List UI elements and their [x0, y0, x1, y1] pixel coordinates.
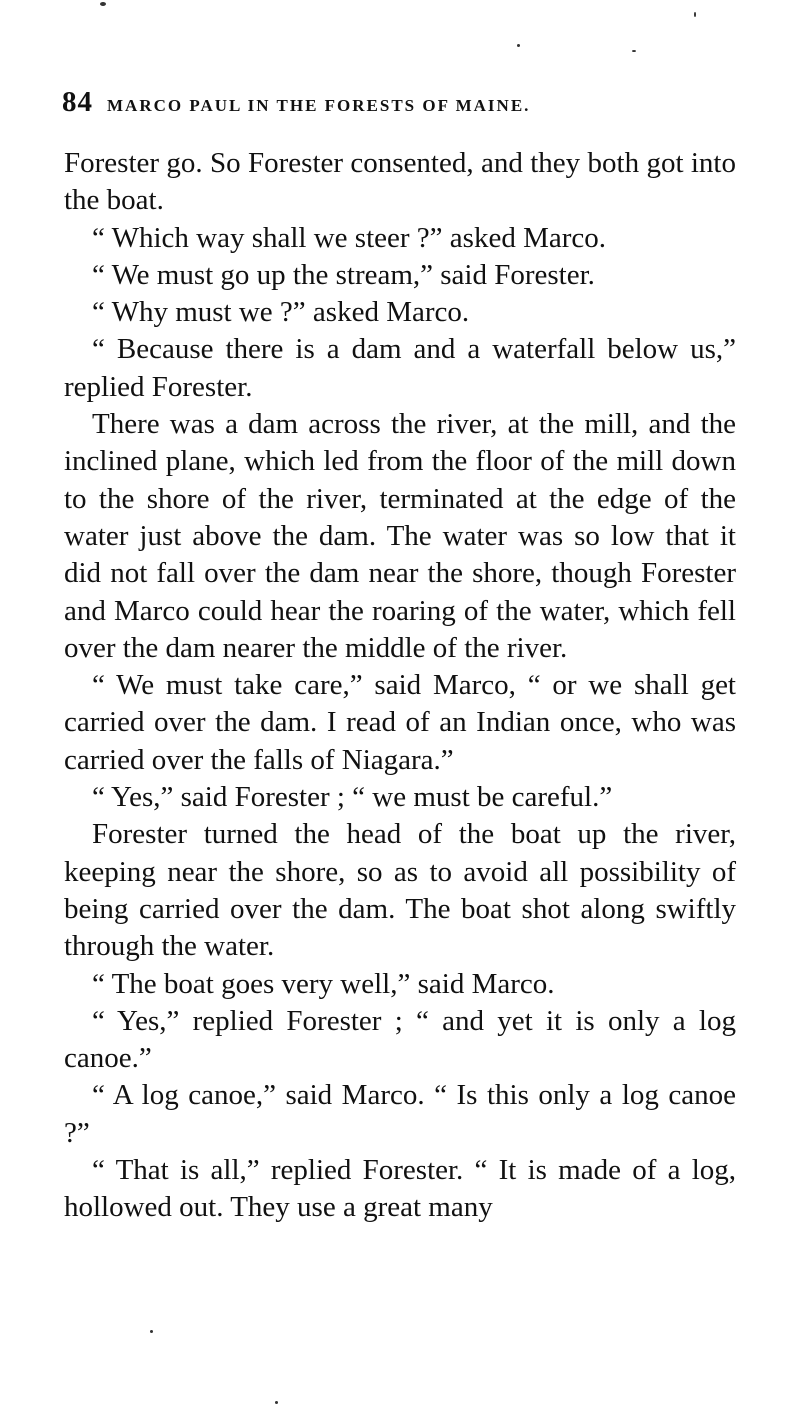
print-speck	[100, 2, 106, 6]
paragraph: “ We must go up the stream,” said Forester.	[92, 258, 595, 291]
paragraph: “ A log canoe,” said Marco. “ Is this only a log canoe ?”	[64, 1079, 736, 1149]
paragraph: Forester turned the head of the boat up the river, keeping near the shore, so as to avoid all possibility of being carried over the dam. The boat shot along swiftly through the water.	[64, 818, 736, 963]
paragraph: “ Yes,” said Forester ; “ we must be careful.”	[92, 781, 613, 814]
paragraph: There was a dam across the river, at the mill, and the inclined plane, which led from the floor of the mill down to the shore of the river, terminated at the edge of the water just above the dam. The water was so low that it did not fall over the dam near the shore, though Forester and Marco could hear the roaring of the water, which fell over the dam nearer the middle of the river.	[64, 408, 736, 664]
paragraph: Forester go. So Forester consented, and they both got into the boat.	[64, 147, 736, 217]
paragraph: “ Yes,” replied Forester ; “ and yet it is only a log canoe.”	[64, 1004, 736, 1075]
print-speck	[632, 50, 636, 52]
paragraph: “ That is all,” replied Forester. “ It is made of a log, hollowed out. They use a great many	[64, 1154, 736, 1224]
print-speck	[517, 44, 520, 47]
paragraph: “ Because there is a dam and a waterfall below us,” replied Forester.	[64, 333, 736, 403]
print-speck	[275, 1401, 278, 1404]
page-number: 84	[62, 86, 93, 118]
print-speck	[150, 1330, 153, 1333]
paragraph: “ The boat goes very well,” said Marco.	[92, 967, 555, 1000]
paragraph: “ Why must we ?” asked Marco.	[92, 296, 470, 329]
print-speck	[694, 12, 696, 17]
running-header	[62, 86, 742, 119]
body-text	[64, 145, 736, 1227]
paragraph: “ We must take care,” said Marco, “ or we shall get carried over the dam. I read of an Indian once, who was carried over the falls of Niagara.”	[64, 669, 736, 776]
running-title: MARCO PAUL IN THE FORESTS OF MAINE.	[107, 96, 531, 115]
paragraph: “ Which way shall we steer ?” asked Marco.	[92, 221, 606, 254]
